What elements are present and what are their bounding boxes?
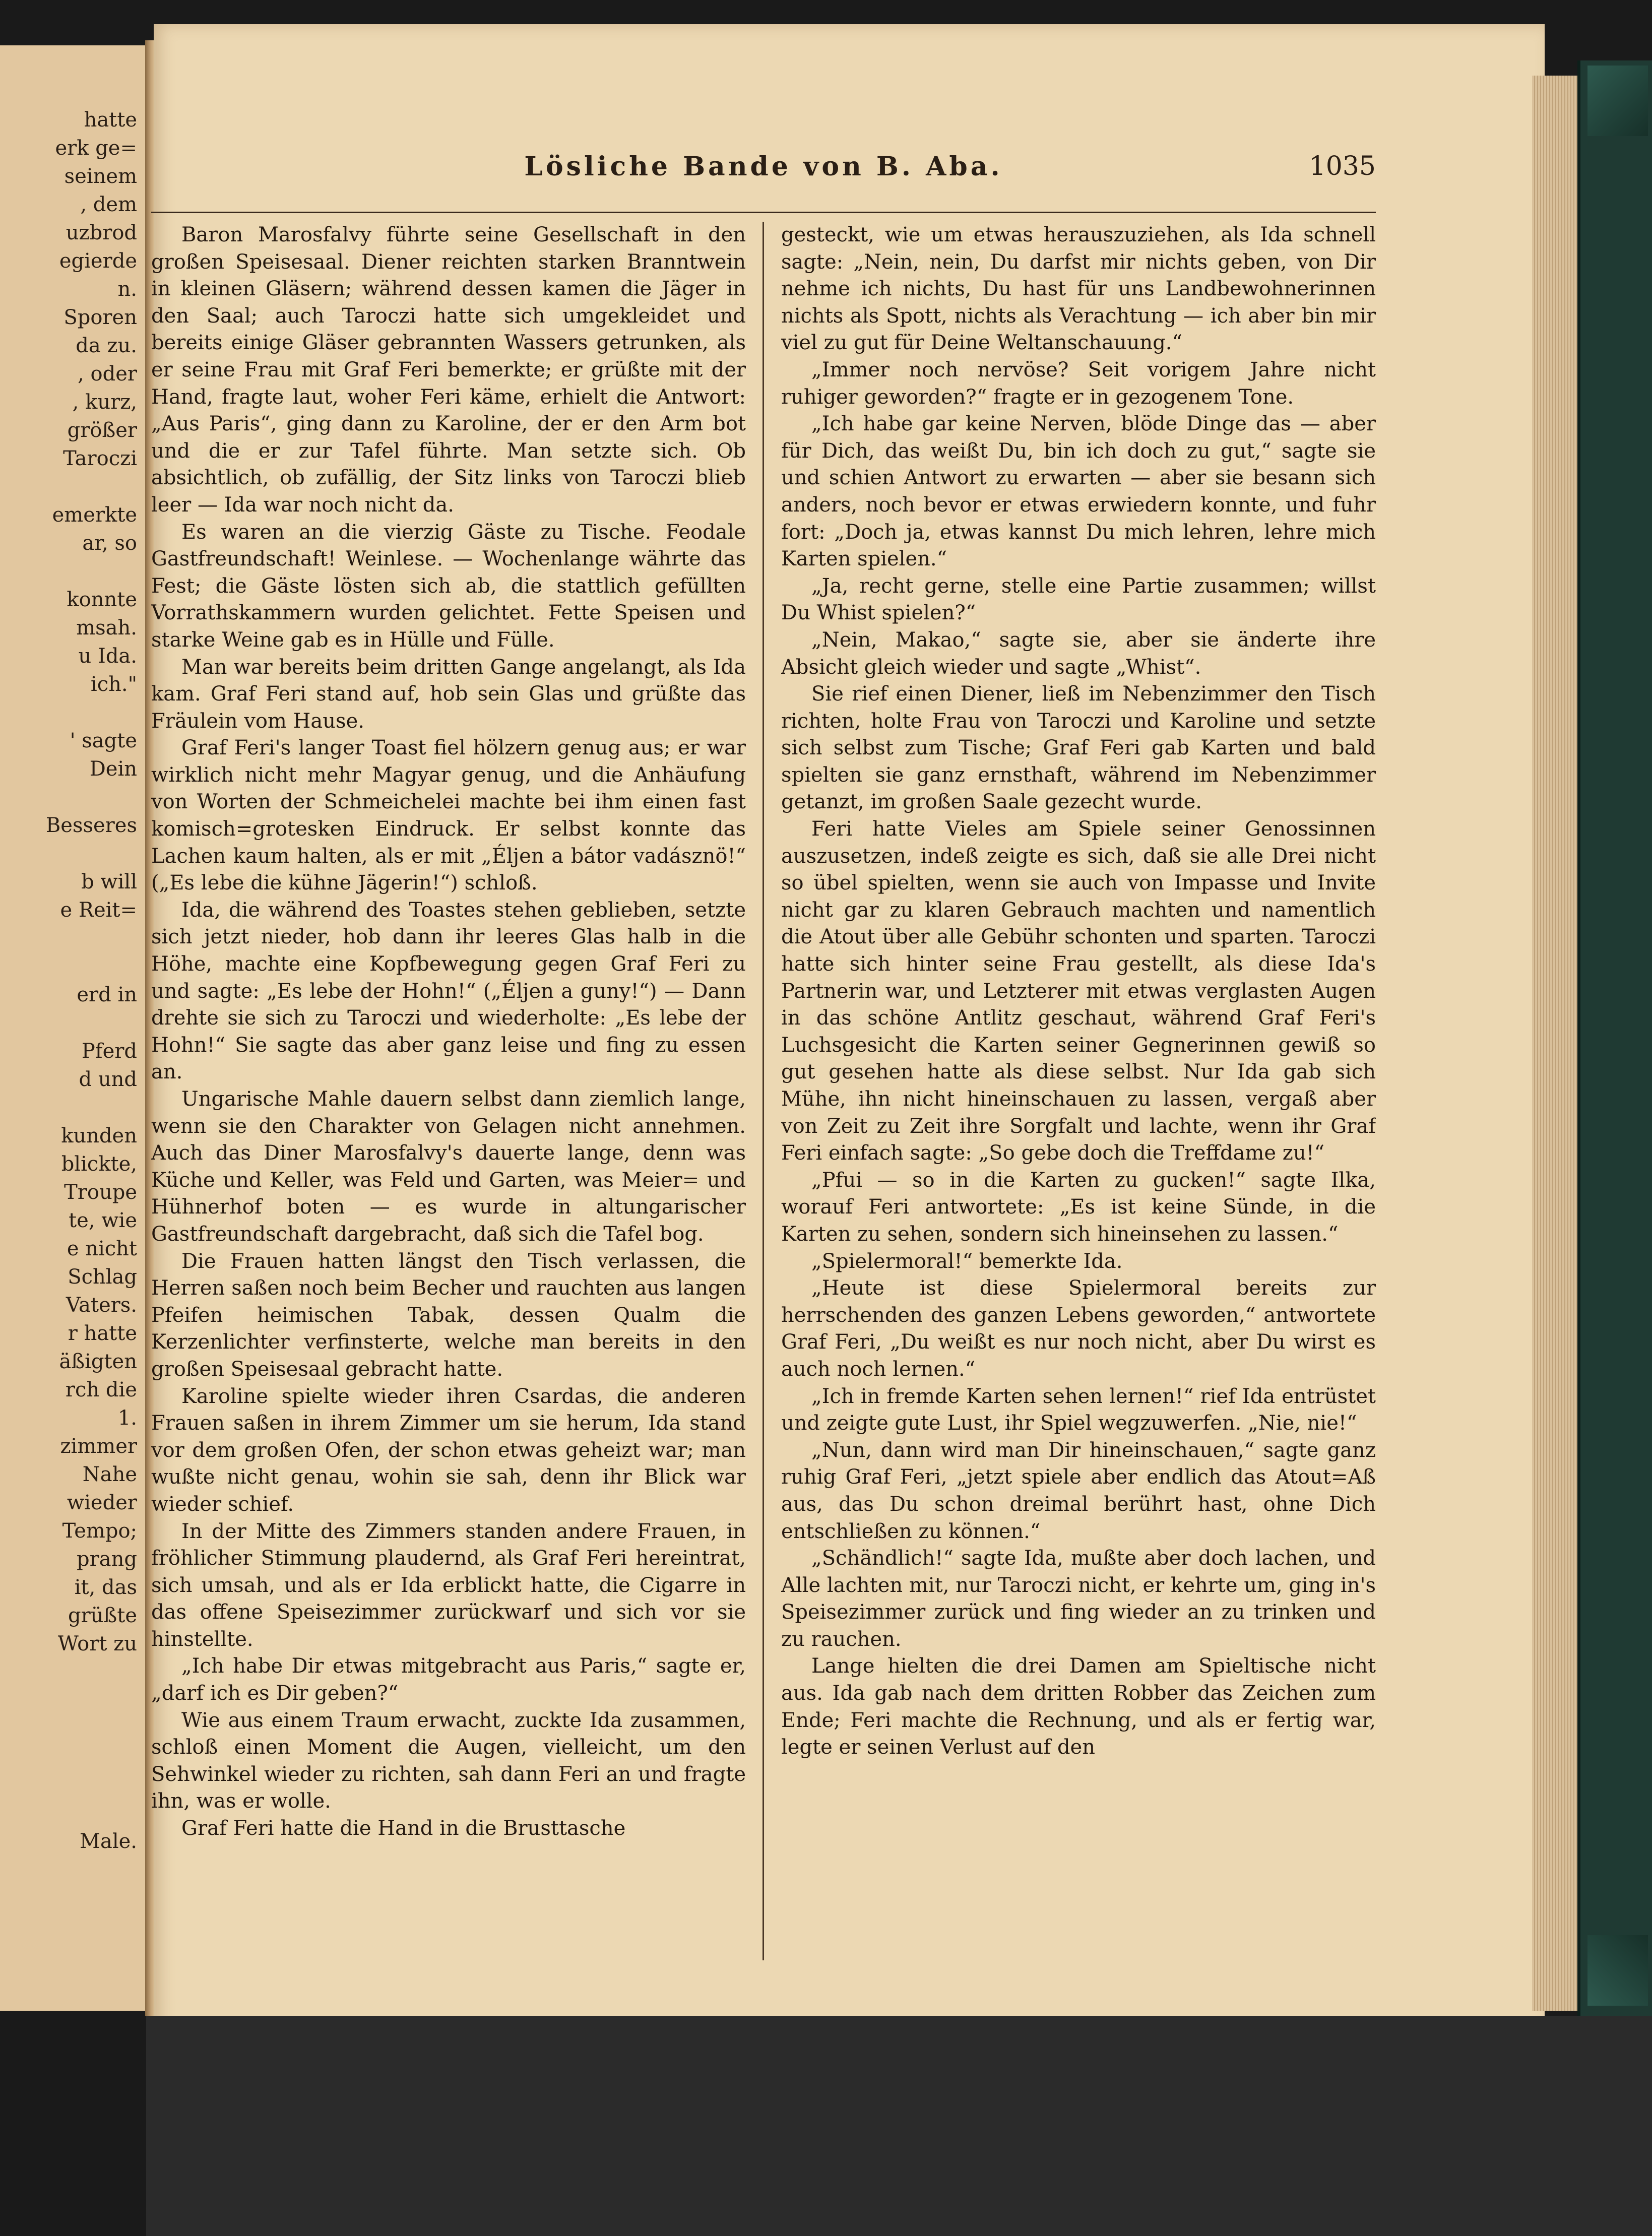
left-page-line-fragment: Male. [80,1830,137,1853]
left-page-line-fragment [0,1771,141,1799]
left-page-line-fragment: , dem [80,193,137,216]
left-page-line-fragment: grüßte [68,1604,137,1627]
left-page-line-fragment: Nahe [82,1463,137,1486]
paragraph: In der Mitte des Zimmers standen andere Frauen, in fröhlicher Stimmung plaudernd, als Graf Feri hereintrat, sich umsah, und als er Ida erblickt hatte, die Cigarre in das offene Speisezimmer zurückwarf und sich vor sie hinstellte. [151,1519,746,1651]
paragraph: Feri hatte Vieles am Spiele seiner Genossinnen auszusetzen, indeß zeigte es sich, daß sie alle Drei nicht so übel spielten, wenn sie auch von Impasse und Invite nicht gar zu klaren Gebrauch machten und namentlich die Atout über alle Gebühr schonten und sparten. Taroczi hatte sich hinter seine Frau gestellt, als diese Ida's Partnerin war, und Letzterer mit etwas verglasten Augen in das schöne Antlitz geschaut, während Graf Feri's Luchsgesicht die Karten seiner Gegnerinnen gewiß so gut gesehen hatte als diese selbst. Nur Ida gab sich Mühe, ihn nicht hineinschauen zu lassen, vergaß aber von Zeit zu Zeit ihre Sorgfalt und lachte, wenn ihr Graf Feri einfach sagte: „So gebe doch die Treffdame zu!“ [781,817,1376,1165]
left-page-line-fragment: d und [79,1068,137,1091]
left-page-line-fragment: Dein [89,757,137,781]
text-column-right [781,222,1376,1986]
left-page-line-fragment: rch die [65,1378,137,1401]
left-page-line-fragment [0,952,141,981]
left-page-line-fragment: b will [81,870,137,893]
left-page-line-fragment: kunden [61,1124,137,1147]
text-column-left [151,222,746,1986]
left-page-line-fragment: Wort zu [57,1632,137,1655]
paragraph: „Spielermoral!“ bemerkte Ida. [811,1249,1123,1273]
left-page-line-fragment [0,473,141,501]
left-page-line-fragment: größer [67,419,137,442]
paragraph: Ida, die während des Toastes stehen geblieben, setzte sich jetzt nieder, hob dann ihr leeres Glas halb in die Höhe, machte eine Kopfbewegung gegen Graf Feri zu und sagte: „Es lebe der Hohn!“ („Éljen a guny!“) — Dann drehte sie sich zu Taroczi und wiederholte: „Es lebe der Hohn!“ Sie sagte das aber ganz leise und fing zu essen an. [151,898,746,1084]
left-page-line-fragment: te, wie [69,1209,137,1232]
left-page-line-fragment [0,698,141,727]
left-page-line-fragment [0,1799,141,1827]
paragraph: „Ich in fremde Karten sehen lernen!“ rief Ida entrüstet und zeigte gute Lust, ihr Spiel wegzuwerfen. „Nie, nie!“ [781,1384,1376,1435]
paragraph: Graf Feri's langer Toast fiel hölzern genug aus; er war wirklich nicht mehr Magyar genug, und die Anhäufung von Worten der Schmeichelei machte bei ihm einen fast komisch=grotesken Eindruck. Er selbst konnte das Lachen kaum halten, als er mit „Éljen a bátor vadásznö!“ („Es lebe die kühne Jägerin!“) schloß. [151,736,746,895]
left-page-line-fragment: erd in [77,983,137,1006]
paragraph: Die Frauen hatten längst den Tisch verlassen, die Herren saßen noch beim Becher und rauchten aus langen Pfeifen heimischen Tabak, dessen Qualm die Kerzenlichter verfinsterte, welche man bereits in den großen Speisesaal gebracht hatte. [151,1249,746,1381]
left-page-line-fragment: uzbrod [66,221,137,244]
left-page-line-fragment: da zu. [76,334,137,357]
left-page-line-fragment: Pferd [81,1040,137,1063]
paragraph: Wie aus einem Traum erwacht, zuckte Ida zusammen, schloß einen Moment die Augen, vielleicht, um den Sehwinkel wieder zu richten, sah dann Feri an und fragte ihn, was er wolle. [151,1708,746,1813]
left-page-line-fragment [0,783,141,811]
paragraph: „Schändlich!“ sagte Ida, mußte aber doch lachen, und Alle lachten mit, nur Taroczi nicht, er kehrte um, ging in's Speisezimmer zurück und fing wieder an zu trinken und zu rauchen. [781,1547,1376,1651]
left-page-line-fragment: , kurz, [72,391,137,414]
left-page-line-fragment [0,1743,141,1771]
left-page-line-fragment: Sporen [63,306,137,329]
left-page-line-fragment [0,1686,141,1714]
left-page-line-fragment: erk ge= [55,137,137,160]
left-page-line-fragment: Troupe [64,1181,137,1204]
paragraph: „Pfui — so in die Karten zu gucken!“ sagte Ilka, worauf Feri antwortete: „Es ist keine Sünde, in die Karten zu sehen, sondern sich hineinsehen zu lassen.“ [781,1168,1376,1246]
left-page-line-fragment: Besseres [45,814,137,837]
left-page-line-fragment [0,1009,141,1037]
left-page-line-fragment: blickte, [61,1153,137,1176]
paragraph: „Immer noch nervöse? Seit vorigem Jahre nicht ruhiger geworden?“ fragte er in gezogenem Tone. [781,358,1376,409]
paragraph: Karoline spielte wieder ihren Csardas, die anderen Frauen saßen in ihrem Zimmer um sie herum, Ida stand vor dem großen Ofen, der schon etwas geheizt war; man wußte nicht genau, wohin sie sah, denn ihr Blick war wieder schief. [151,1384,746,1516]
left-page-line-fragment: ar, so [82,532,137,555]
cover-corner-bottom [1587,1935,1648,2006]
left-page-line-fragment: n. [117,278,137,301]
left-page-line-fragment: konnte [67,588,137,611]
paragraph: Es waren an die vierzig Gäste zu Tische. Feodale Gastfreundschaft! Weinlese. — Wochenlange währte das Fest; die Gäste lösten sich ab, die stattlich gefüllten Vorrathskammern wurden gelichtet. Fette Speisen und starke Weine gab es in Hülle und Fülle. [151,520,746,652]
left-page-line-fragment: wieder [67,1491,137,1514]
running-title: Lösliche Bande von B. Aba. [524,151,1003,182]
paragraph: Baron Marosfalvy führte seine Gesellschaft in den großen Speisesaal. Diener reichten starken Branntwein in kleinen Gläsern; während dessen kamen die Jäger in den Saal; auch Taroczi hatte sich umgekleidet und bereits einige Gläser gebrannten Wassers getrunken, als er seine Frau mit Graf Feri bemerkte; er grüßte mit der Hand, fragte laut, woher Feri käme, erhielt die Antwort: „Aus Paris“, ging dann zu Karoline, der er den Arm bot und die er zur Tafel führte. Man setzte sich. Ob absichtlich, ob zufällig, der Sitz links von Taroczi blieb leer — Ida war noch nicht da. [151,223,746,517]
paragraph: Man war bereits beim dritten Gange angelangt, als Ida kam. Graf Feri stand auf, hob sein Glas und grüßte das Fräulein vom Hause. [151,655,746,733]
left-page-line-fragment: hatte [84,108,137,132]
left-page-line-fragment: egierde [59,249,137,273]
page-header [151,151,1376,197]
paragraph: Sie rief einen Diener, ließ im Nebenzimmer den Tisch richten, holte Frau von Taroczi und Karoline und setzte sich selbst zum Tische; Graf Feri gab Karten und bald spielten sie ganz ernsthaft, während im Nebenzimmer getanzt, im großen Saale gezecht wurde. [781,682,1376,814]
cover-corner-top [1587,66,1648,136]
paragraph: „Ich habe gar keine Nerven, blöde Dinge das — aber für Dich, das weißt Du, bin ich doch zu gut,“ sagte sie und schien Antwort zu erwarten — aber sie besann sich anders, noch bevor er etwas erwiedern konnte, und fuhr fort: „Doch ja, etwas kannst Du mich lehren, lehre mich Karten spielen.“ [781,412,1376,571]
paragraph: Lange hielten die drei Damen am Spieltische nicht aus. Ida gab nach dem dritten Robber das Zeichen zum Ende; Feri machte die Rechnung, und als er fertig war, legte er seinen Verlust auf den [781,1654,1376,1759]
left-page-line-fragment: äßigten [59,1350,137,1373]
left-page-text-fragments [0,106,141,1856]
left-page-line-fragment [0,1714,141,1743]
left-page-line-fragment: Schlag [68,1265,137,1289]
left-page-line-fragment: Vaters. [66,1294,137,1317]
paragraph: „Ja, recht gerne, stelle eine Partie zusammen; willst Du Whist spielen?“ [781,574,1376,625]
paragraph: „Heute ist diese Spielermoral bereits zur herrschenden des ganzen Lebens geworden,“ antwortete Graf Feri, „Du weißt es nur noch nicht, aber Du wirst es auch noch lernen.“ [781,1276,1376,1381]
left-page-line-fragment: ' sagte [70,729,137,752]
left-page-line-fragment: emerkte [52,503,137,527]
left-page-line-fragment: 1. [117,1407,137,1430]
book-cover [1577,60,1652,2016]
left-page-line-fragment: seinem [64,165,137,188]
left-page-line-fragment: Taroczi [63,447,137,470]
left-page-line-fragment [0,840,141,868]
left-page-line-fragment: r hatte [68,1322,137,1345]
left-page-line-fragment: u Ida. [78,645,137,668]
paragraph: „Nein, Makao,“ sagte sie, aber sie änderte ihre Absicht gleich wieder und sagte „Whist“. [781,628,1376,679]
left-page-line-fragment: msah. [76,616,137,640]
left-page-line-fragment: prang [77,1548,137,1571]
left-page-line-fragment: zimmer [60,1435,137,1458]
page-number: 1035 [1309,151,1376,181]
left-page-line-fragment [0,1094,141,1122]
left-page-line-fragment: it, das [74,1576,137,1599]
left-page-line-fragment: , oder [78,362,137,386]
paragraph: gesteckt, wie um etwas herauszuziehen, als Ida schnell sagte: „Nein, nein, Du darfst mir nichts geben, von Dir nehme ich nichts, Du hast für uns Landbewohnerinnen nichts als Spott, nichts als Verachtung — ich aber bin mir viel zu gut für Deine Weltanschauung.“ [781,223,1376,355]
left-page [0,45,149,2011]
header-rule [151,212,1376,213]
paragraph: „Nun, dann wird man Dir hineinschauen,“ sagte ganz ruhig Graf Feri, „jetzt spiele aber endlich das Atout=Aß aus, das Du schon dreimal berührt hast, ohne Dich entschließen zu können.“ [781,1438,1376,1543]
left-page-line-fragment: ich." [90,673,137,696]
paragraph: Ungarische Mahle dauern selbst dann ziemlich lange, wenn sie den Charakter von Gelagen nicht annehmen. Auch das Diner Marosfalvy's dauerte lange, denn was Küche und Keller, was Feld und Garten, was Meier= und Hühnerhof boten — es wurde in altungarischer Gastfreundschaft dargebracht, daß sich die Tafel bog. [151,1088,746,1246]
paragraph: Graf Feri hatte die Hand in die Brusttasche [181,1817,626,1840]
left-page-line-fragment [0,557,141,586]
column-divider [763,222,764,1960]
left-page-line-fragment: e nicht [67,1237,137,1260]
left-page-line-fragment: Tempo; [62,1519,137,1543]
paragraph: „Ich habe Dir etwas mitgebracht aus Paris,“ sagte er, „darf ich es Dir geben?“ [151,1654,746,1705]
left-page-line-fragment: e Reit= [60,899,137,922]
left-page-line-fragment [0,1658,141,1686]
background-surface [146,2016,1652,2236]
left-page-line-fragment [0,924,141,952]
